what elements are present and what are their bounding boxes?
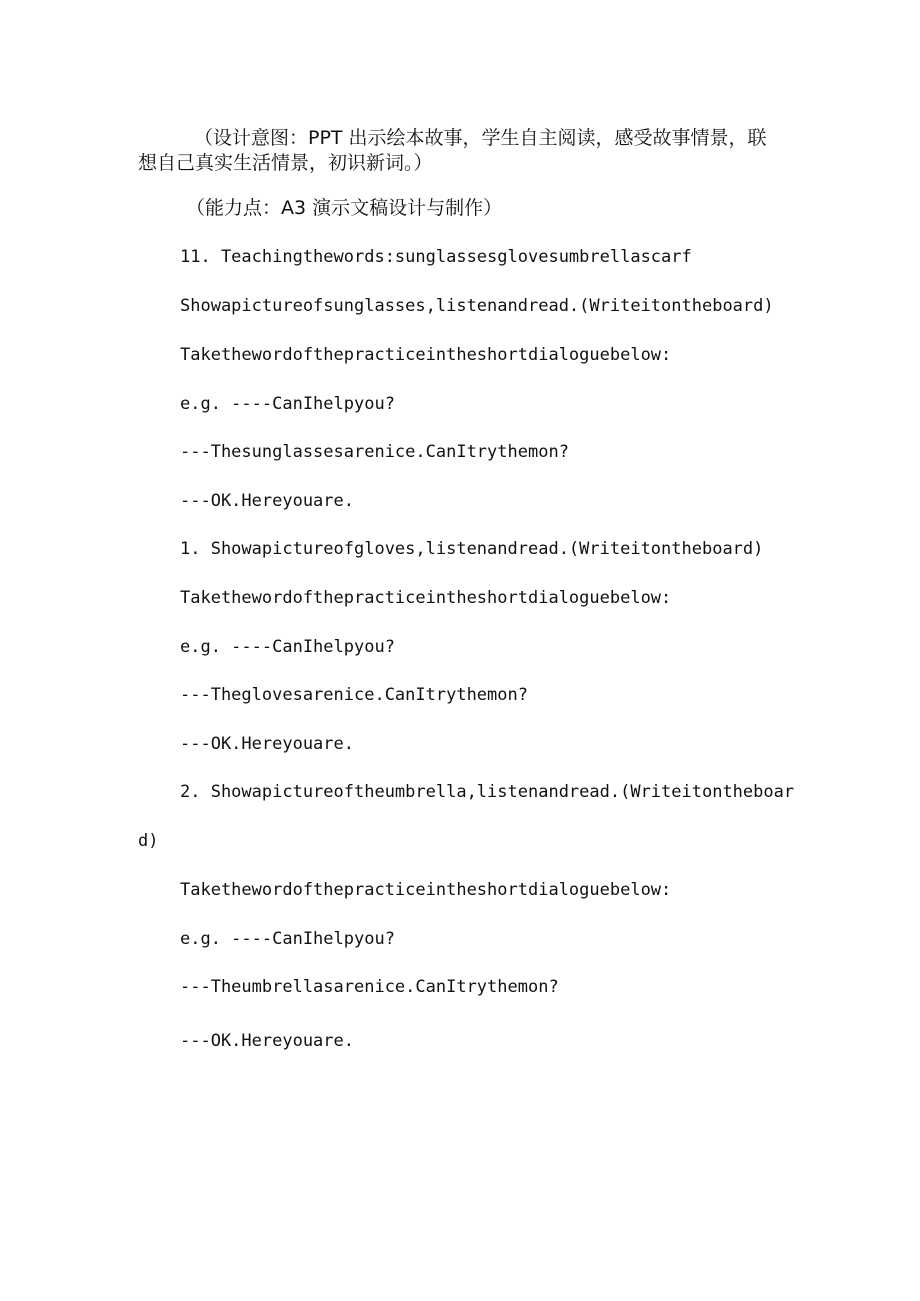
section-heading: 11. Teachingthewords:sunglassesglovesumbrellascarf (180, 247, 692, 267)
design-intent-line-2: 想自己真实生活情景，初识新词。） (138, 152, 433, 174)
design-intent-line-1: （设计意图：PPT 出示绘本故事，学生自主阅读，感受故事情景，联 (194, 127, 767, 149)
umbrella-example-question: e.g. ----CanIhelpyou? (180, 929, 395, 949)
umbrella-take-line: Takethewordofthepracticeintheshortdialoguebelow: (180, 880, 672, 900)
umbrella-show-line-1: 2. Showapictureoftheumbrella,listenandread.(Writeitontheboar (180, 782, 795, 802)
sunglasses-take-line: Takethewordofthepracticeintheshortdialoguebelow: (180, 345, 672, 365)
gloves-show-line: 1. Showapictureofgloves,listenandread.(Writeitontheboard) (180, 539, 764, 559)
umbrella-example-reply: ---Theumbrellasarenice.CanItrythemon? (180, 977, 559, 997)
umbrella-example-ok: ---OK.Hereyouare. (180, 1031, 354, 1051)
ability-point: （能力点：A3 演示文稿设计与制作） (186, 197, 503, 219)
gloves-example-ok: ---OK.Hereyouare. (180, 734, 354, 754)
gloves-take-line: Takethewordofthepracticeintheshortdialoguebelow: (180, 588, 672, 608)
sunglasses-show-line: Showapictureofsunglasses,listenandread.(Writeitontheboard) (180, 296, 774, 316)
sunglasses-example-question: e.g. ----CanIhelpyou? (180, 394, 395, 414)
sunglasses-example-reply: ---Thesunglassesarenice.CanItrythemon? (180, 442, 569, 462)
gloves-example-question: e.g. ----CanIhelpyou? (180, 637, 395, 657)
sunglasses-example-ok: ---OK.Hereyouare. (180, 491, 354, 511)
umbrella-show-line-2: d) (138, 831, 159, 851)
gloves-example-reply: ---Theglovesarenice.CanItrythemon? (180, 685, 528, 705)
